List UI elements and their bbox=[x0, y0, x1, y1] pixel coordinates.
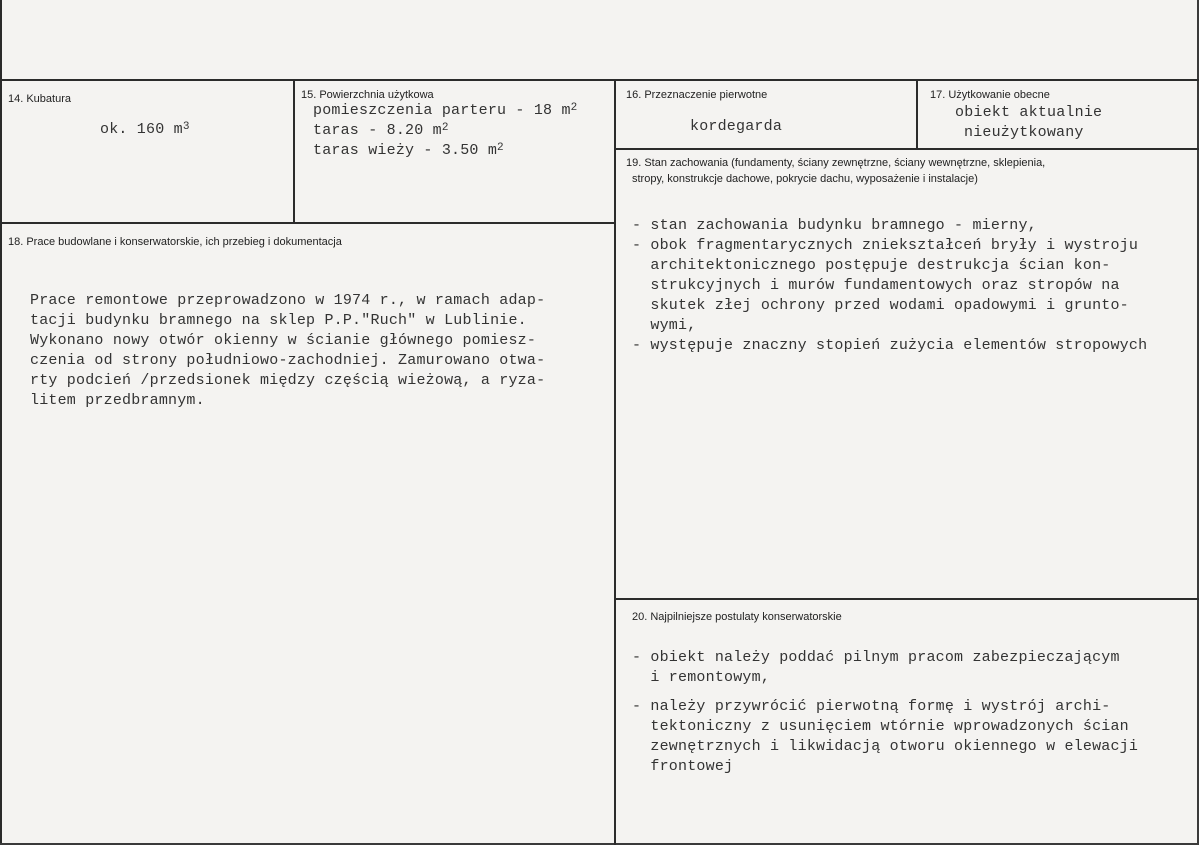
field-15-line-2: taras - 8.20 $m^2$ bbox=[313, 122, 449, 139]
grid-line-v2 bbox=[614, 79, 616, 845]
grid-line-mid-right bbox=[616, 148, 1199, 150]
card-edge-left bbox=[0, 0, 2, 845]
field-15-label: 15. Powierzchnia użytkowa bbox=[301, 89, 434, 101]
field-14-label: 14. Kubatura bbox=[8, 93, 71, 105]
field-16-label: 16. Przeznaczenie pierwotne bbox=[626, 89, 768, 101]
field-20-line: - należy przywrócić pierwotną formę i wystrój archi- bbox=[632, 698, 1111, 715]
field-19-line: - występuje znaczny stopień zużycia elementów stropowych bbox=[632, 337, 1148, 354]
grid-line-mid-left bbox=[0, 222, 616, 224]
field-19-line: - stan zachowania budynku bramnego - mierny, bbox=[632, 217, 1037, 234]
field-18-line: Prace remontowe przeprowadzono w 1974 r., w ramach adap- bbox=[30, 292, 546, 309]
grid-line-v3 bbox=[916, 79, 918, 150]
field-18-line: czenia od strony południowo-zachodniej. Zamurowano otwa- bbox=[30, 352, 546, 369]
field-19-line: skutek złej ochrony przed wodami opadowymi i grunto- bbox=[632, 297, 1129, 314]
field-19-line: strukcyjnych i murów fundamentowych oraz stropów na bbox=[632, 277, 1120, 294]
grid-line-v1 bbox=[293, 79, 295, 224]
field-18-line: litem przedbramnym. bbox=[30, 392, 205, 409]
field-19-label-line-1: 19. Stan zachowania (fundamenty, ściany zewnętrzne, ściany wewnętrzne, sklepienia, bbox=[626, 157, 1046, 169]
field-15-line-3: taras wieży - 3.50 $m^2$ bbox=[313, 142, 504, 159]
field-20-line: - obiekt należy poddać pilnym pracom zabezpieczającym bbox=[632, 649, 1120, 666]
field-18-label: 18. Prace budowlane i konserwatorskie, ich przebieg i dokumentacja bbox=[8, 236, 342, 248]
field-18-line: rty podcień /przedsionek między częścią wieżową, a ryza- bbox=[30, 372, 546, 389]
field-15-line-1: pomieszczenia parteru - 18 $m^2$ bbox=[313, 102, 578, 119]
field-17-label: 17. Użytkowanie obecne bbox=[930, 89, 1050, 101]
field-16-value: kordegarda bbox=[690, 118, 783, 135]
field-17-line-1: obiekt aktualnie bbox=[955, 104, 1103, 121]
field-20-line: zewnętrznych i likwidacją otworu okiennego w elewacji bbox=[632, 738, 1139, 755]
field-17-line-2: nieużytkowany bbox=[964, 124, 1084, 141]
field-20-line: tektoniczny z usunięciem wtórnie wprowadzonych ścian bbox=[632, 718, 1129, 735]
field-19-label-line-2: stropy, konstrukcje dachowe, pokrycie dachu, wyposażenie i instalacje) bbox=[632, 173, 978, 185]
field-19-line: wymi, bbox=[632, 317, 697, 334]
field-20-line: i remontowym, bbox=[632, 669, 771, 686]
grid-line-lower-right bbox=[616, 598, 1199, 600]
grid-line-top bbox=[0, 79, 1199, 81]
field-20-line: frontowej bbox=[632, 758, 734, 775]
field-20-label: 20. Najpilniejsze postulaty konserwatorskie bbox=[632, 611, 842, 623]
field-18-line: tacji budynku bramnego na sklep P.P."Ruch" w Lublinie. bbox=[30, 312, 527, 329]
field-19-line: - obok fragmentarycznych zniekształceń bryły i wystroju bbox=[632, 237, 1139, 254]
field-19-line: architektonicznego postępuje destrukcja ścian kon- bbox=[632, 257, 1111, 274]
field-14-value: ok. 160 $m^3$ bbox=[100, 121, 190, 138]
field-18-line: Wykonano nowy otwór okienny w ścianie głównego pomiesz- bbox=[30, 332, 537, 349]
